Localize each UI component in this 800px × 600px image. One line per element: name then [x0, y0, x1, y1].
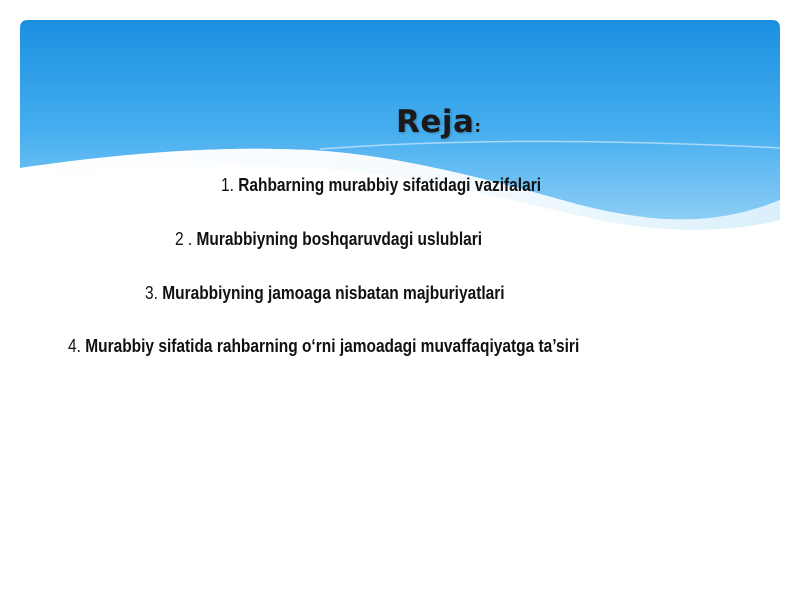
plan-item-number: 2 . [175, 229, 193, 249]
plan-item-text: Murabbiy sifatida rahbarning o‘rni jamoadagi muvaffaqiyatga ta’siri [85, 336, 580, 356]
plan-item-1 [221, 175, 541, 196]
slide-title-colon: : [474, 117, 481, 136]
plan-item-4 [68, 336, 579, 357]
plan-item-number: 1. [221, 175, 234, 195]
slide-title-text: Reja [396, 104, 475, 140]
slide-title [396, 104, 481, 140]
plan-item-3 [145, 283, 505, 304]
plan-item-2 [175, 229, 482, 250]
plan-item-number: 4. [68, 336, 81, 356]
plan-item-text: Murabbiyning boshqaruvdagi uslublari [196, 229, 483, 249]
plan-item-number: 3. [145, 283, 158, 303]
plan-item-text: Murabbiyning jamoaga nisbatan majburiyatlari [162, 283, 505, 303]
plan-item-text: Rahbarning murabbiy sifatidagi vazifalari [238, 175, 542, 195]
